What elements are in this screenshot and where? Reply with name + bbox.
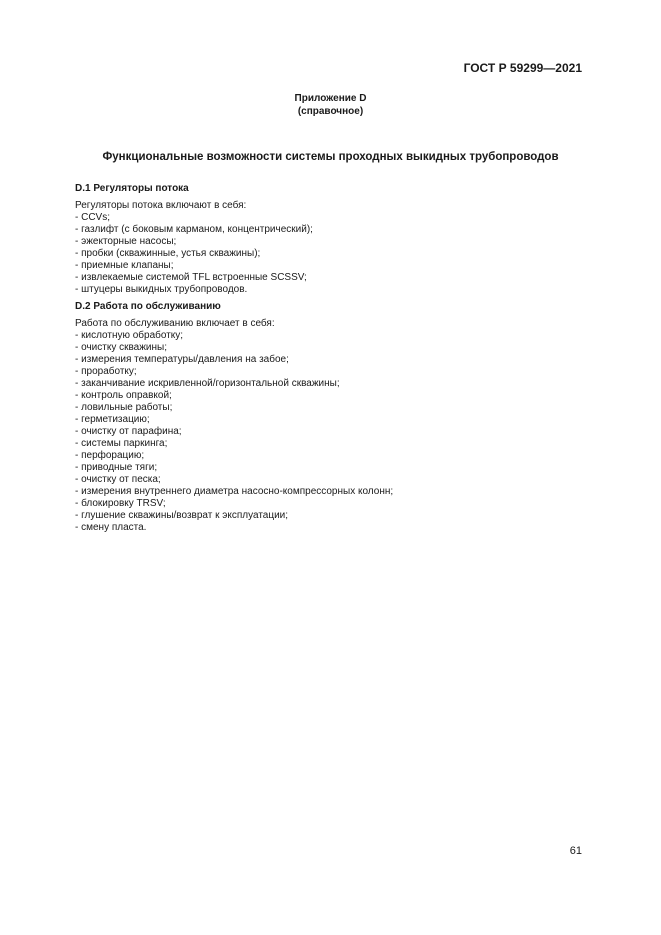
bullet-list — [75, 212, 595, 296]
standard-designation: ГОСТ Р 59299—2021 — [463, 61, 582, 75]
list-item: - измерения температуры/давления на забое; — [75, 354, 289, 365]
list-item: - перфорацию; — [75, 450, 145, 461]
list-item: - извлекаемые системой TFL встроенные SCSSV; — [75, 272, 307, 283]
list-item: - эжекторные насосы; — [75, 236, 177, 247]
list-item: - приемные клапаны; — [75, 260, 174, 271]
annex-type: (справочное) — [297, 106, 364, 117]
page-number: 61 — [569, 845, 582, 857]
list-item: - приводные тяги; — [75, 462, 158, 473]
list-item: - CCVs; — [75, 212, 110, 223]
list-item: - герметизацию; — [75, 414, 150, 425]
list-item: - глушение скважины/возврат к эксплуатации; — [75, 510, 289, 521]
list-item: - очистку от песка; — [75, 474, 161, 485]
section-heading: D.1 Регуляторы потока — [75, 183, 189, 194]
list-item: - измерения внутреннего диаметра насосно-компрессорных колонн; — [75, 486, 394, 497]
list-item: - системы паркинга; — [75, 438, 168, 449]
annex-heading — [0, 92, 661, 118]
list-item: - очистку от парафина; — [75, 426, 182, 437]
list-item: - заканчивание искривленной/горизонтальной скважины; — [75, 378, 340, 389]
bullet-list — [75, 330, 595, 534]
section-d2 — [75, 301, 595, 534]
section-intro: Работа по обслуживанию включает в себя: — [75, 318, 275, 329]
section-heading: D.2 Работа по обслуживанию — [75, 301, 221, 312]
list-item: - штуцеры выкидных трубопроводов. — [75, 284, 248, 295]
annex-title: Функциональные возможности системы проходных выкидных трубопроводов — [102, 151, 559, 163]
list-item: - очистку скважины; — [75, 342, 167, 353]
list-item: - кислотную обработку; — [75, 330, 184, 341]
list-item: - газлифт (с боковым карманом, концентрический); — [75, 224, 313, 235]
list-item: - ловильные работы; — [75, 402, 173, 413]
list-item: - смену пласта. — [75, 522, 147, 533]
list-item: - контроль оправкой; — [75, 390, 172, 401]
annex-label: Приложение D — [294, 93, 367, 104]
section-d1 — [75, 183, 595, 296]
document-body — [75, 183, 595, 534]
list-item: - блокировку TRSV; — [75, 498, 166, 509]
list-item: - пробки (скважинные, устья скважины); — [75, 248, 261, 259]
section-intro: Регуляторы потока включают в себя: — [75, 200, 247, 211]
list-item: - проработку; — [75, 366, 137, 377]
